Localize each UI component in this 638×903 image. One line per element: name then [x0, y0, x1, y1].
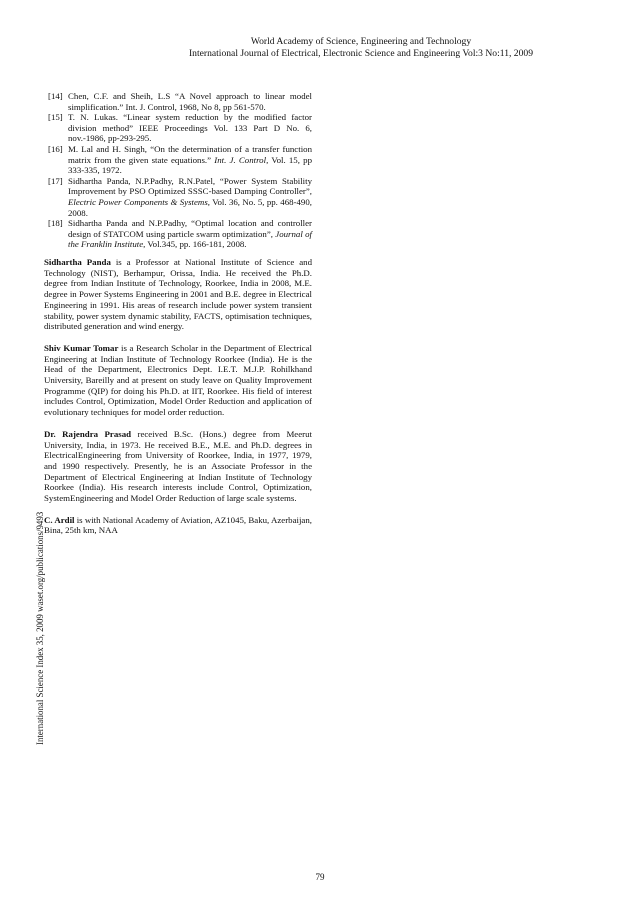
side-watermark: International Science Index 35, 2009 waset.org/publications/9493	[35, 511, 45, 745]
header-line-1: World Academy of Science, Engineering and Technology	[250, 36, 472, 47]
reference-text: Chen, C.F. and Sheih, L.S “A Novel approach to linear model simplification.” Int. J. Control, 1968, No 8, pp 561-570.	[68, 91, 312, 112]
reference-item	[48, 218, 312, 250]
references-list	[48, 91, 312, 250]
reference-text: M. Lal and H. Singh, “On the determination of a transfer function matrix from the given state equations.”	[68, 143, 312, 165]
journal-header	[189, 36, 533, 60]
author-name: Dr. Rajendra Prasad	[44, 428, 132, 439]
author-bio-text: is with National Academy of Aviation, AZ1045, Baku, Azerbaijan, Bina, 25th km, NAA	[44, 514, 312, 536]
header-line-2: International Journal of Electrical, Electronic Science and Engineering Vol:3 No:11, 2009	[188, 48, 533, 59]
reference-text: Sidhartha Panda, N.P.Padhy, R.N.Patel, “Power System Stability Improvement by PSO Optimized SSSC-based Damping Controller”,	[68, 175, 312, 197]
reference-text: T. N. Lukas. “Linear system reduction by the modified factor division method” IEEE Proceedings Vol. 133 Part D No. 6, nov.-1986, pp-293-295.	[68, 112, 312, 144]
reference-details: , Vol. 36, No. 5, pp. 468-490, 2008.	[68, 196, 312, 218]
author-biographies	[44, 257, 312, 547]
reference-details: , Vol. 15, pp 333-335, 1972.	[68, 154, 312, 176]
author-bio	[44, 257, 312, 332]
reference-item	[48, 176, 312, 218]
author-name: C. Ardil	[44, 514, 75, 525]
reference-journal: Electric Power Components & Systems	[68, 196, 208, 207]
author-bio-text: is a Professor at National Institute of Science and Technology (NIST), Berhampur, Orissa, India. He received the Ph.D. degree from Indian Institute of Technology, Roorkee, India in 2008, M.E. degree in Power Systems Engineering in 2001 and B.E. degree in Electrical Engineering in 1991. His areas of research include power system transient stability, power system dynamic stability, FACTS, optimisation techniques, distributed generation and wind energy.	[44, 257, 312, 332]
author-bio-text: is a Research Scholar in the Department of Electrical Engineering at Indian Institute of Technology Roorkee (India). He is the Head of the Department, Electronics Dept. I.E.T. M.J.P. Rohilkhand University, Bareilly and at present on study leave on Quality Improvement Programme (QIP) for doing his Ph.D. at IIT, Roorkee. His field of interest includes Control, Optimization, Model Order Reduction and application of evolutionary techniques for model order reduction.	[44, 342, 312, 418]
reference-text: Sidhartha Panda and N.P.Padhy, “Optimal location and controller design of STATCOM using particle swarm optimization”,	[68, 218, 312, 239]
reference-number: [15]	[48, 112, 63, 123]
author-name: Sidhartha Panda	[44, 257, 111, 267]
page-number: 79	[315, 872, 325, 882]
reference-journal: Int. J. Control	[214, 154, 267, 165]
reference-item	[48, 144, 312, 176]
reference-details: , Vol.345, pp. 166-181, 2008.	[143, 239, 247, 250]
reference-number: [14]	[48, 91, 63, 101]
author-name: Shiv Kumar Tomar	[44, 342, 119, 353]
reference-journal: Journal of the Franklin Institute	[68, 228, 312, 250]
author-bio	[44, 429, 312, 504]
reference-number: [17]	[48, 175, 63, 186]
author-bio	[44, 515, 312, 536]
reference-number: [18]	[48, 218, 63, 229]
reference-number: [16]	[48, 143, 63, 154]
author-bio	[44, 343, 312, 418]
reference-item	[48, 112, 312, 144]
reference-item	[48, 91, 312, 112]
author-bio-text: received B.Sc. (Hons.) degree from Meerut University, India, in 1973. He received B.E., M.E. and Ph.D. degrees in ElectricalEngineering from University of Roorkee, India, in 1977, 1979, and 1990 respectively. Presently, he is an Associate Professor in the Department of Electrical Engineering at Indian Institute of Technology Roorkee (India). His research interests include Control, Optimization, SystemEngineering and Model Order Reduction of large scale systems.	[44, 428, 312, 504]
